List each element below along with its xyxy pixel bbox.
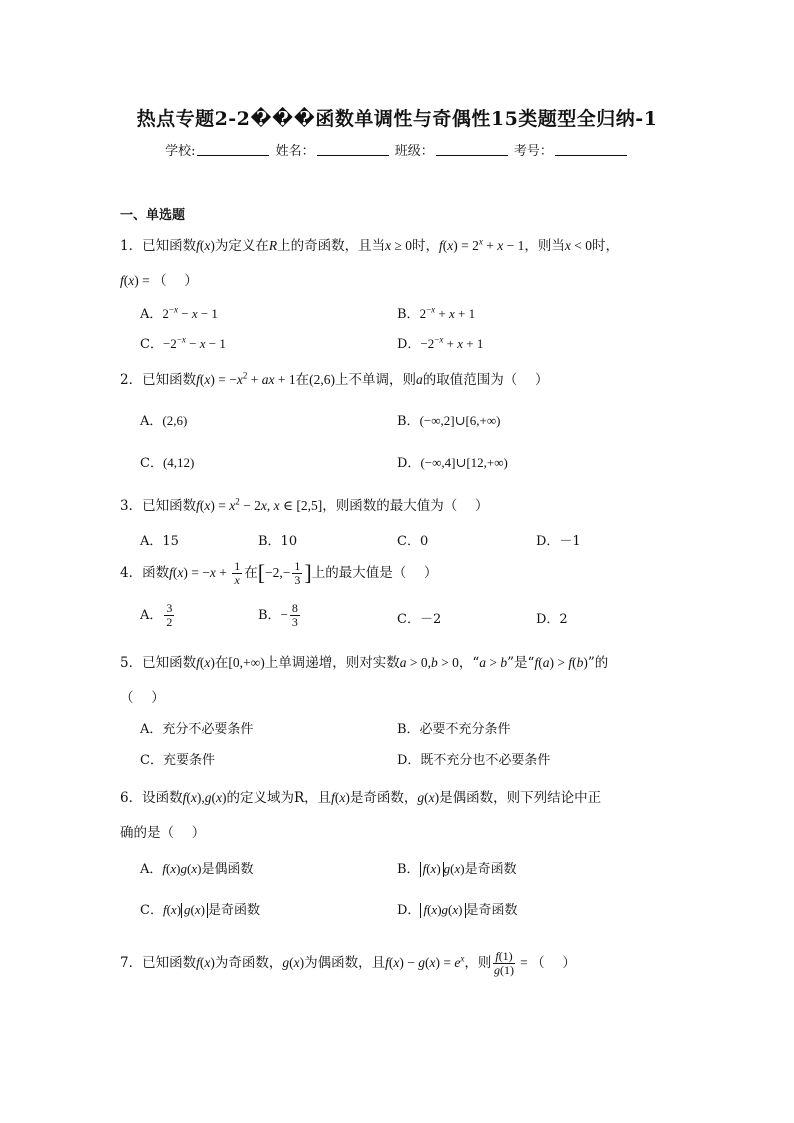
- q2-option-d[interactable]: D．(−∞,4]∪[12,+∞): [397, 455, 508, 471]
- question-1-line2: f(x) = （ ）: [120, 273, 198, 289]
- document-title: 热点专题2-2���函数单调性与奇偶性15类题型全归纳-1: [136, 108, 658, 130]
- name-label: 姓名：: [275, 144, 315, 159]
- exam-no-blank[interactable]: [555, 143, 627, 156]
- class-label: 班级：: [394, 144, 434, 159]
- q3-option-b[interactable]: B．10: [258, 534, 298, 549]
- question-5-line2: （ ）: [120, 690, 165, 706]
- exam-no-label: 考号：: [513, 144, 553, 159]
- q3-option-d[interactable]: D．－1: [536, 534, 581, 549]
- school-blank[interactable]: [197, 143, 269, 156]
- question-7: 7．已知函数f(x)为奇函数，g(x)为偶函数，且$f(x) - g(x) = e^x$，则 $\frac{f(1)}{g(1)}$ = （ ）: [120, 949, 576, 977]
- q5-option-a[interactable]: A．充分不必要条件: [140, 722, 254, 737]
- section-heading: 一、单选题: [120, 208, 186, 223]
- q3-option-a[interactable]: A．15: [140, 534, 179, 549]
- q4-option-a[interactable]: A． $\frac{3}{2}$: [140, 601, 173, 629]
- q2-option-a[interactable]: A．(2,6): [140, 413, 188, 429]
- school-label: 学校:: [165, 144, 196, 159]
- question-5: 5．已知函数f(x)在[0,+∞)上单调递增，则对实数a > 0,b > 0，“a > b”是“f(a) > f(b)”的: [120, 655, 609, 671]
- question-3: 3．已知函数$f(x) = x^2 - 2x$, x ∈ [2,5]，则函数的最大值为（ ）: [120, 496, 489, 514]
- q5-option-c[interactable]: C．充要条件: [140, 753, 215, 768]
- q5-option-d[interactable]: D．既不充分也不必要条件: [397, 753, 551, 768]
- q1-option-a[interactable]: A．$2^{-x} - x - 1$: [140, 304, 218, 322]
- q6-option-b[interactable]: B． f(x) g(x)是奇函数: [397, 861, 517, 877]
- q2-option-c[interactable]: C．(4,12): [140, 455, 195, 471]
- question-6: 6．设函数f(x),g(x)的定义域为R，且f(x)是奇函数，g(x)是偶函数，则下列结论中正: [120, 790, 602, 806]
- q6-option-d[interactable]: D． f(x)g(x) 是奇函数: [397, 902, 518, 918]
- student-info-line: [0, 140, 794, 159]
- question-4: 4．函数f(x) = −x + $\frac{1}{x}$ 在[−2,− $\frac{1}{3}$ ]上的最大值是（ ）: [120, 559, 438, 587]
- question-1: 1．已知函数f(x)为定义在R上的奇函数，且当x ≥ 0时，$f(x) = 2^x + x - 1$，则当x < 0时，: [120, 236, 620, 254]
- q1-option-c[interactable]: C．$-2^{-x} - x - 1$: [140, 334, 226, 352]
- q2-option-b[interactable]: B．(−∞,2]∪[6,+∞): [397, 413, 501, 429]
- q4-option-b[interactable]: B．− $\frac{8}{3}$: [258, 601, 298, 629]
- question-6-line2: 确的是（ ）: [120, 825, 206, 841]
- class-blank[interactable]: [436, 143, 508, 156]
- q5-option-b[interactable]: B．必要不充分条件: [397, 722, 511, 737]
- q4-option-d[interactable]: D．2: [536, 612, 568, 627]
- question-2: 2．已知函数$f(x) = -x^2$ + ax + 1在(2,6)上不单调，则a的取值范围为（ ）: [120, 370, 549, 388]
- q6-option-a[interactable]: A．f(x)g(x)是偶函数: [140, 861, 254, 877]
- q3-option-c[interactable]: C．0: [397, 534, 429, 549]
- q4-option-c[interactable]: C．－2: [397, 612, 442, 627]
- q6-option-c[interactable]: C．f(x) g(x) 是奇函数: [140, 902, 261, 918]
- q1-option-b[interactable]: B．$2^{-x} + x + 1$: [397, 304, 476, 322]
- q1-option-d[interactable]: D．$-2^{-x} + x + 1$: [397, 334, 484, 352]
- name-blank[interactable]: [317, 143, 389, 156]
